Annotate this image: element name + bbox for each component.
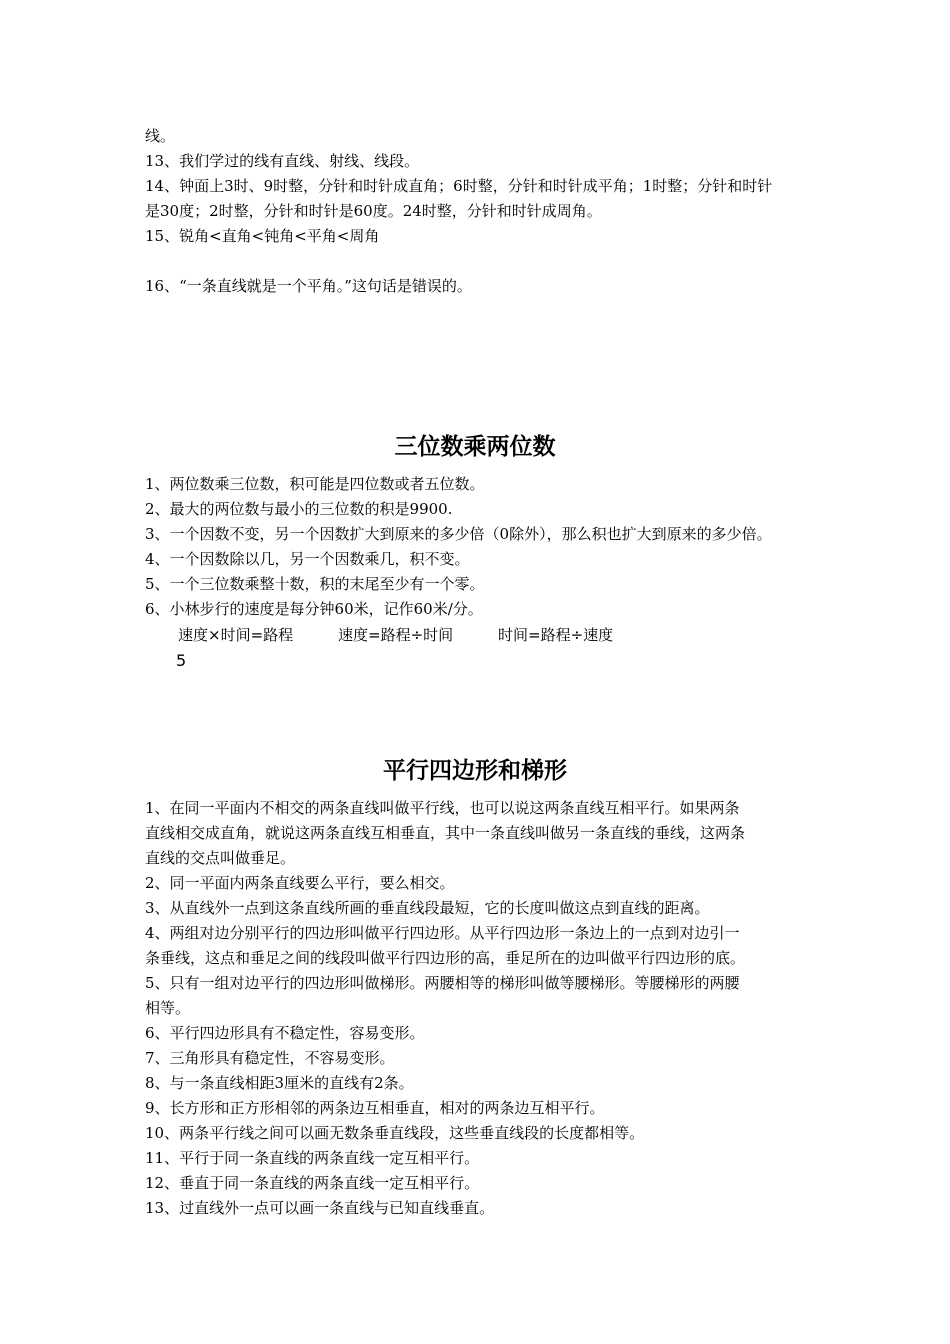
text-line: 2、最大的两位数与最小的三位数的积是9900. [145, 500, 453, 518]
section-title: 三位数乘两位数 [394, 434, 556, 460]
text-line: 13、我们学过的线有直线、射线、线段。 [145, 152, 420, 170]
text-line: 15、锐角<直角<钝角<平角<周角 [145, 227, 380, 245]
text-line: 12、垂直于同一条直线的两条直线一定互相平行。 [145, 1174, 480, 1192]
stray-number: 5 [176, 651, 187, 670]
text-line: 6、小林步行的速度是每分钟60米，记作60米/分。 [145, 600, 483, 618]
text-line: 8、与一条直线相距3厘米的直线有2条。 [145, 1074, 414, 1092]
text-line: 13、过直线外一点可以画一条直线与已知直线垂直。 [145, 1199, 495, 1217]
multiply-section [145, 472, 825, 622]
section-title: 平行四边形和梯形 [383, 758, 567, 784]
text-line: 5、只有一组对边平行的四边形叫做梯形。两腰相等的梯形叫做等腰梯形。等腰梯形的两腰 [145, 974, 740, 992]
text-line: 5、一个三位数乘整十数，积的末尾至少有一个零。 [145, 575, 485, 593]
previous-section [145, 124, 825, 299]
text-line: 2、同一平面内两条直线要么平行，要么相交。 [145, 874, 455, 892]
formula-speed: 速度=路程÷时间 [338, 626, 454, 644]
text-line: 1、两位数乘三位数，积可能是四位数或者五位数。 [145, 475, 485, 493]
formula-time: 时间=路程÷速度 [498, 626, 614, 644]
text-line: 10、两条平行线之间可以画无数条垂直线段，这些垂直线段的长度都相等。 [145, 1124, 645, 1142]
text-line: 1、在同一平面内不相交的两条直线叫做平行线，也可以说这两条直线互相平行。如果两条 [145, 799, 740, 817]
text-line: 直线相交成直角，就说这两条直线互相垂直，其中一条直线叫做另一条直线的垂线，这两条 [145, 824, 746, 842]
text-line: 3、从直线外一点到这条直线所画的垂直线段最短，它的长度叫做这点到直线的距离。 [145, 899, 710, 917]
text-line: 4、一个因数除以几，另一个因数乘几，积不变。 [145, 550, 470, 568]
text-line: 6、平行四边形具有不稳定性，容易变形。 [145, 1024, 425, 1042]
text-line: 直线的交点叫做垂足。 [145, 849, 296, 867]
text-line: 11、平行于同一条直线的两条直线一定互相平行。 [145, 1149, 480, 1167]
text-line: 4、两组对边分别平行的四边形叫做平行四边形。从平行四边形一条边上的一点到对边引一 [145, 924, 740, 942]
text-line: 相等。 [145, 999, 191, 1017]
text-line: 9、长方形和正方形相邻的两条边互相垂直，相对的两条边互相平行。 [145, 1099, 605, 1117]
parallel-section [145, 796, 825, 1221]
text-line: 3、一个因数不变，另一个因数扩大到原来的多少倍（0除外），那么积也扩大到原来的多少倍。 [145, 525, 772, 543]
text-line: 条垂线，这点和垂足之间的线段叫做平行四边形的高，垂足所在的边叫做平行四边形的底。 [145, 949, 746, 967]
text-line: 16、“一条直线就是一个平角。”这句话是错误的。 [145, 277, 472, 295]
formula-distance: 速度×时间=路程 [178, 626, 294, 644]
text-line: 线。 [145, 127, 176, 145]
text-line: 14、钟面上3时、9时整，分针和时针成直角；6时整，分针和时针成平角；1时整；分针和时针 [145, 177, 773, 195]
text-line: 是30度；2时整，分针和时针是60度。24时整，分针和时针成周角。 [145, 202, 602, 220]
text-line: 7、三角形具有稳定性，不容易变形。 [145, 1049, 395, 1067]
